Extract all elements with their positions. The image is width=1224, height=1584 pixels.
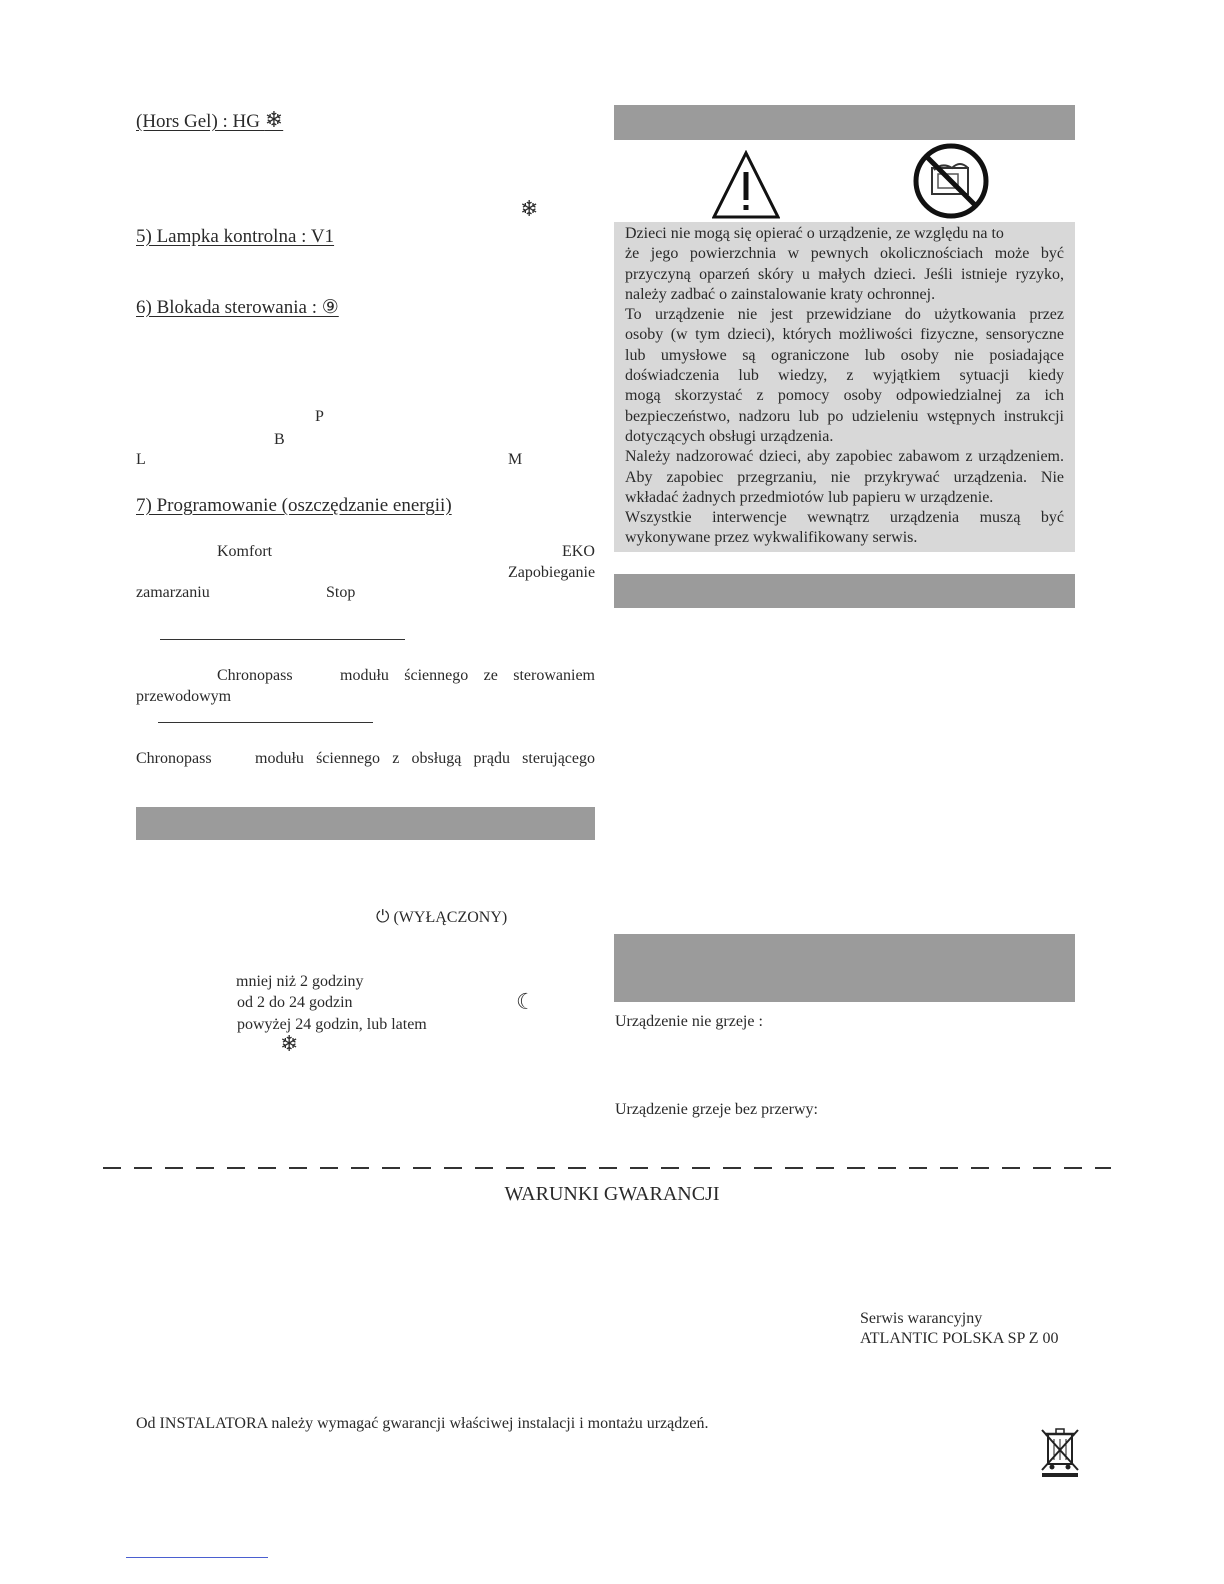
mode-stop: Stop: [326, 584, 356, 601]
cut-line: [103, 1167, 1111, 1169]
section-header-bar: [136, 807, 595, 840]
warning-line: dotyczących obsługi urządzenia.: [625, 427, 834, 445]
warning-line: osoby (w tym dzieci), których możliwości fizyczne, sensoryczne: [625, 326, 1064, 344]
warning-line: bezpieczeństwo, nadzoru lub po udzieleniu wstępnych instrukcji: [625, 407, 1064, 425]
warning-text: [625, 224, 1064, 549]
chronopass-pilot: Chronopass: [136, 750, 212, 767]
warning-line: Dzieci nie mogą się opierać o urządzenie, ze względu na to: [625, 225, 1004, 242]
moon-icon: ☾: [516, 990, 536, 1015]
warranty-service-label: Serwis warancyjny: [860, 1310, 983, 1327]
chronopass-wired: Chronopass: [217, 667, 293, 684]
warning-line: wykonywane przez wykwalifikowany serwis.: [625, 529, 918, 547]
warning-line: lub umysłowe są ograniczone lub osoby nie posiadające: [625, 346, 1064, 364]
no-heat-heading: Urządzenie nie grzeje :: [615, 1013, 763, 1030]
warning-line: należy zadbać o zainstalowanie kraty ochronnej.: [625, 285, 936, 303]
mode-zapobieganie: Zapobieganie: [508, 564, 596, 581]
mode-eko: EKO: [562, 543, 595, 560]
installer-note: Od INSTALATORA należy wymagać gwarancji właściwej instalacji i montażu urządzeń.: [136, 1415, 709, 1432]
constant-heat-heading: Urządzenie grzeje bez przerwy:: [615, 1101, 818, 1118]
snowflake-icon: ❄: [280, 1032, 299, 1057]
frost-protection-heading: [136, 110, 283, 133]
off-label: (WYŁĄCZONY): [393, 909, 508, 926]
warning-line: Należy nadzorować dzieci, aby zapobiec zabawom z urządzeniem.: [625, 448, 1064, 466]
warning-line: To urządzenie nie jest przewidziane do użytkowania przez: [625, 306, 1064, 324]
letter-b: B: [274, 431, 285, 448]
footer-link-underline: [126, 1557, 268, 1558]
divider-line: [158, 722, 373, 723]
off-label-line: [376, 907, 507, 928]
snowflake-icon: ❄: [264, 108, 284, 133]
control-module-text: modułu ściennego z obsługą prądu sterującego: [255, 750, 595, 767]
warning-line: Wszystkie interwencje wewnątrz urządzenia muszą być: [625, 509, 1064, 527]
troubleshooting-header-bar: [614, 934, 1075, 1002]
warning-line: że jego powierzchnia w pewnych okolicznościach może być: [625, 245, 1064, 263]
warning-line: doświadczenia lub wiedzy, z wyjątkiem sytuacji kiedy: [625, 367, 1064, 385]
section-header-bar: [614, 574, 1075, 608]
wired-text-cont: przewodowym: [136, 688, 232, 705]
power-icon: ⏻: [376, 907, 390, 927]
lamp-heading: 5) Lampka kontrolna : V1: [136, 226, 335, 247]
warning-line: wkładać żadnych przedmiotów lub papieru w urządzenie.: [625, 488, 994, 506]
wired-module-text: modułu ściennego ze sterowaniem: [340, 667, 595, 684]
mode-zamarzaniu: zamarzaniu: [136, 584, 210, 601]
duration-over-24h: powyżej 24 godzin, lub latem: [237, 1016, 427, 1033]
warranty-title: WARUNKI GWARANCJI: [504, 1183, 720, 1205]
warranty-company: ATLANTIC POLSKA SP Z 00: [860, 1330, 1059, 1347]
programming-heading: 7) Programowanie (oszczędzanie energii): [136, 495, 452, 516]
crossed-bin-icon: [1038, 1426, 1082, 1478]
warning-line: Aby zapobiec przegrzaniu, nie przykrywać urządzenia. Nie: [625, 468, 1064, 486]
no-cover-icon: [912, 142, 990, 220]
warning-triangle-icon: [712, 150, 780, 220]
mode-komfort: Komfort: [217, 543, 273, 560]
duration-2-24h: od 2 do 24 godzin: [237, 994, 353, 1011]
snowflake-icon: ❄: [520, 197, 539, 222]
letter-p: P: [315, 408, 324, 425]
frost-protection-heading-text: (Hors Gel) : HG: [136, 111, 261, 132]
letter-l: L: [136, 451, 146, 468]
divider-line: [160, 639, 405, 640]
letter-m: M: [508, 451, 523, 468]
warning-line: mogą skorzystać z pomocy osoby odpowiedzialnej za ich: [625, 387, 1064, 405]
lock-heading: 6) Blokada sterowania : ⑨: [136, 297, 339, 318]
warning-line: przyczyną oparzeń skóry u małych dzieci. Jeśli istnieje ryzyko,: [625, 265, 1064, 283]
duration-less-2h: mniej niż 2 godziny: [236, 973, 364, 990]
warning-header-bar: [614, 105, 1075, 140]
